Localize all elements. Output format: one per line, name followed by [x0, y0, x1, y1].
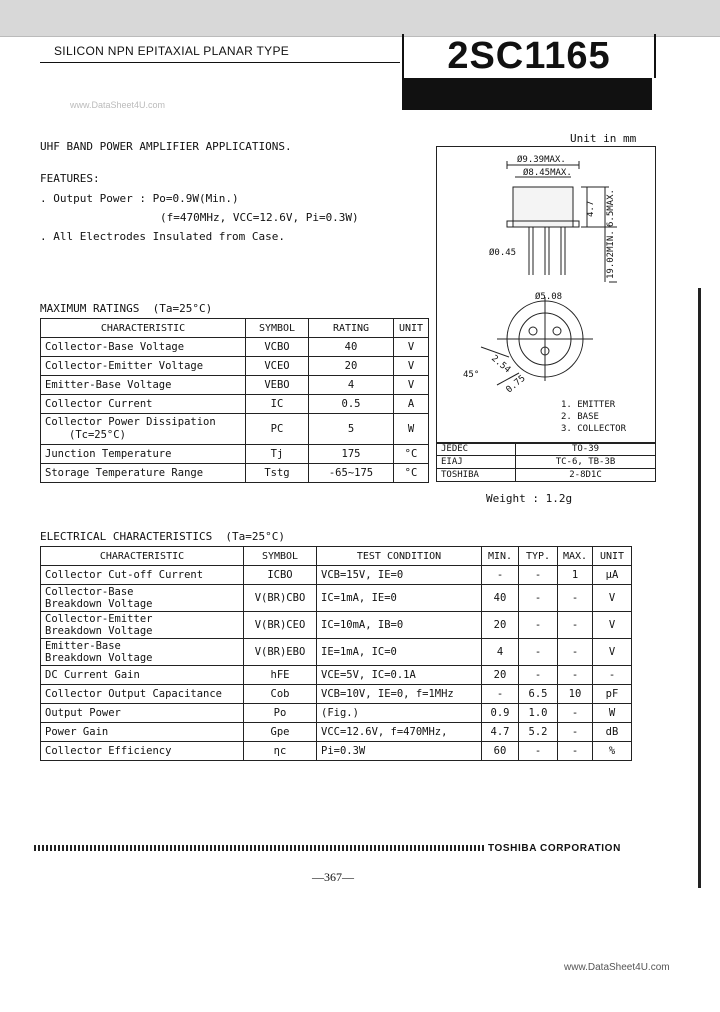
dim-tab: 2.54	[489, 353, 513, 376]
watermark-bottom: www.DataSheet4U.com	[564, 962, 670, 973]
application-title: UHF BAND POWER AMPLIFIER APPLICATIONS.	[40, 140, 292, 153]
table-row: Collector-Base Voltage VCBO 40 V	[41, 338, 429, 357]
table-row: EIAJ TC-6, TB-3B	[437, 456, 656, 469]
part-number-bar	[402, 78, 652, 110]
table-row: Emitter-Base Breakdown Voltage V(BR)EBO IE=1mA, IC=0 4 - - V	[41, 639, 632, 666]
table-row: DC Current Gain hFE VCE=5V, IC=0.1A 20 - - -	[41, 666, 632, 685]
table-row: Output Power Po (Fig.) 0.9 1.0 - W	[41, 704, 632, 723]
table-row: Collector Cut-off Current ICBO VCB=15V, IE=0 - - 1 μA	[41, 566, 632, 585]
pin-3-label: 3. COLLECTOR	[561, 424, 627, 434]
dim-tab-width: 0.75	[504, 373, 528, 396]
dim-angle: 45°	[463, 370, 480, 380]
table-row: Storage Temperature Range Tstg -65~175 °C	[41, 464, 429, 483]
table-row: Collector-Emitter Breakdown Voltage V(BR)CEO IC=10mA, IB=0 20 - - V	[41, 612, 632, 639]
table-row: Collector-Emitter Voltage VCEO 20 V	[41, 357, 429, 376]
features-title: FEATURES:	[40, 172, 100, 185]
dim-height-2: 6.5MAX.	[606, 189, 616, 227]
table-row: Collector Current IC 0.5 A	[41, 395, 429, 414]
company-name: TOSHIBA CORPORATION	[488, 843, 621, 854]
dim-height-1: 4.7	[586, 200, 596, 217]
part-number: 2SC1165	[402, 34, 656, 78]
pin-1-label: 1. EMITTER	[561, 400, 616, 410]
dim-body-diameter: Ø8.45MAX.	[523, 168, 572, 178]
dim-can-diameter: Ø9.39MAX.	[517, 155, 566, 165]
table-row: Collector-Base Breakdown Voltage V(BR)CBO IC=1mA, IE=0 40 - - V	[41, 585, 632, 612]
table-row: Collector Power Dissipation (Tc=25°C) PC 5 W	[41, 414, 429, 445]
watermark-top: www.DataSheet4U.com	[70, 100, 166, 110]
feature-line-3: . All Electrodes Insulated from Case.	[40, 230, 286, 243]
page-number: —367—	[312, 870, 354, 884]
electrical-title: ELECTRICAL CHARACTERISTICS (Ta=25°C)	[40, 530, 286, 543]
feature-line-1: . Output Power : Po=0.9W(Min.)	[40, 192, 239, 205]
table-row: Power Gain Gpe VCC=12.6V, f=470MHz, 4.7 5.2 - dB	[41, 723, 632, 742]
footer-rule	[34, 845, 486, 851]
package-outline-svg	[437, 147, 655, 443]
top-bar	[0, 0, 720, 37]
dim-pin-circle: Ø5.08	[535, 292, 563, 302]
table-row: Collector Efficiency ηc Pi=0.3W 60 - - %	[41, 742, 632, 761]
scan-edge-line	[698, 288, 701, 888]
table-header-row: CHARACTERISTIC SYMBOL TEST CONDITION MIN. TYP. MAX. UNIT	[41, 547, 632, 566]
table-row: Emitter-Base Voltage VEBO 4 V	[41, 376, 429, 395]
pin-2-label: 2. BASE	[561, 412, 599, 422]
table-row: Junction Temperature Tj 175 °C	[41, 445, 429, 464]
device-type-label: SILICON NPN EPITAXIAL PLANAR TYPE	[54, 44, 290, 58]
unit-label: Unit in mm	[570, 132, 637, 145]
electrical-table	[40, 546, 632, 761]
table-row: Collector Output Capacitance Cob VCB=10V, IE=0, f=1MHz - 6.5 10 pF	[41, 685, 632, 704]
table-row: JEDEC TO-39	[437, 443, 656, 456]
max-ratings-title: MAXIMUM RATINGS (Ta=25°C)	[40, 302, 213, 315]
feature-line-2: (f=470MHz, VCC=12.6V, Pi=0.3W)	[160, 211, 359, 224]
dim-lead-length: 19.02MIN.	[606, 230, 616, 279]
subtitle-underline	[40, 62, 400, 63]
package-drawing	[436, 146, 656, 444]
weight-label: Weight : 1.2g	[486, 492, 573, 505]
table-header-row: CHARACTERISTIC SYMBOL RATING UNIT	[41, 319, 429, 338]
package-standards-table	[436, 442, 656, 482]
table-row: TOSHIBA 2-8D1C	[437, 469, 656, 482]
max-ratings-table	[40, 318, 429, 483]
dim-lead-diameter: Ø0.45	[489, 248, 517, 258]
